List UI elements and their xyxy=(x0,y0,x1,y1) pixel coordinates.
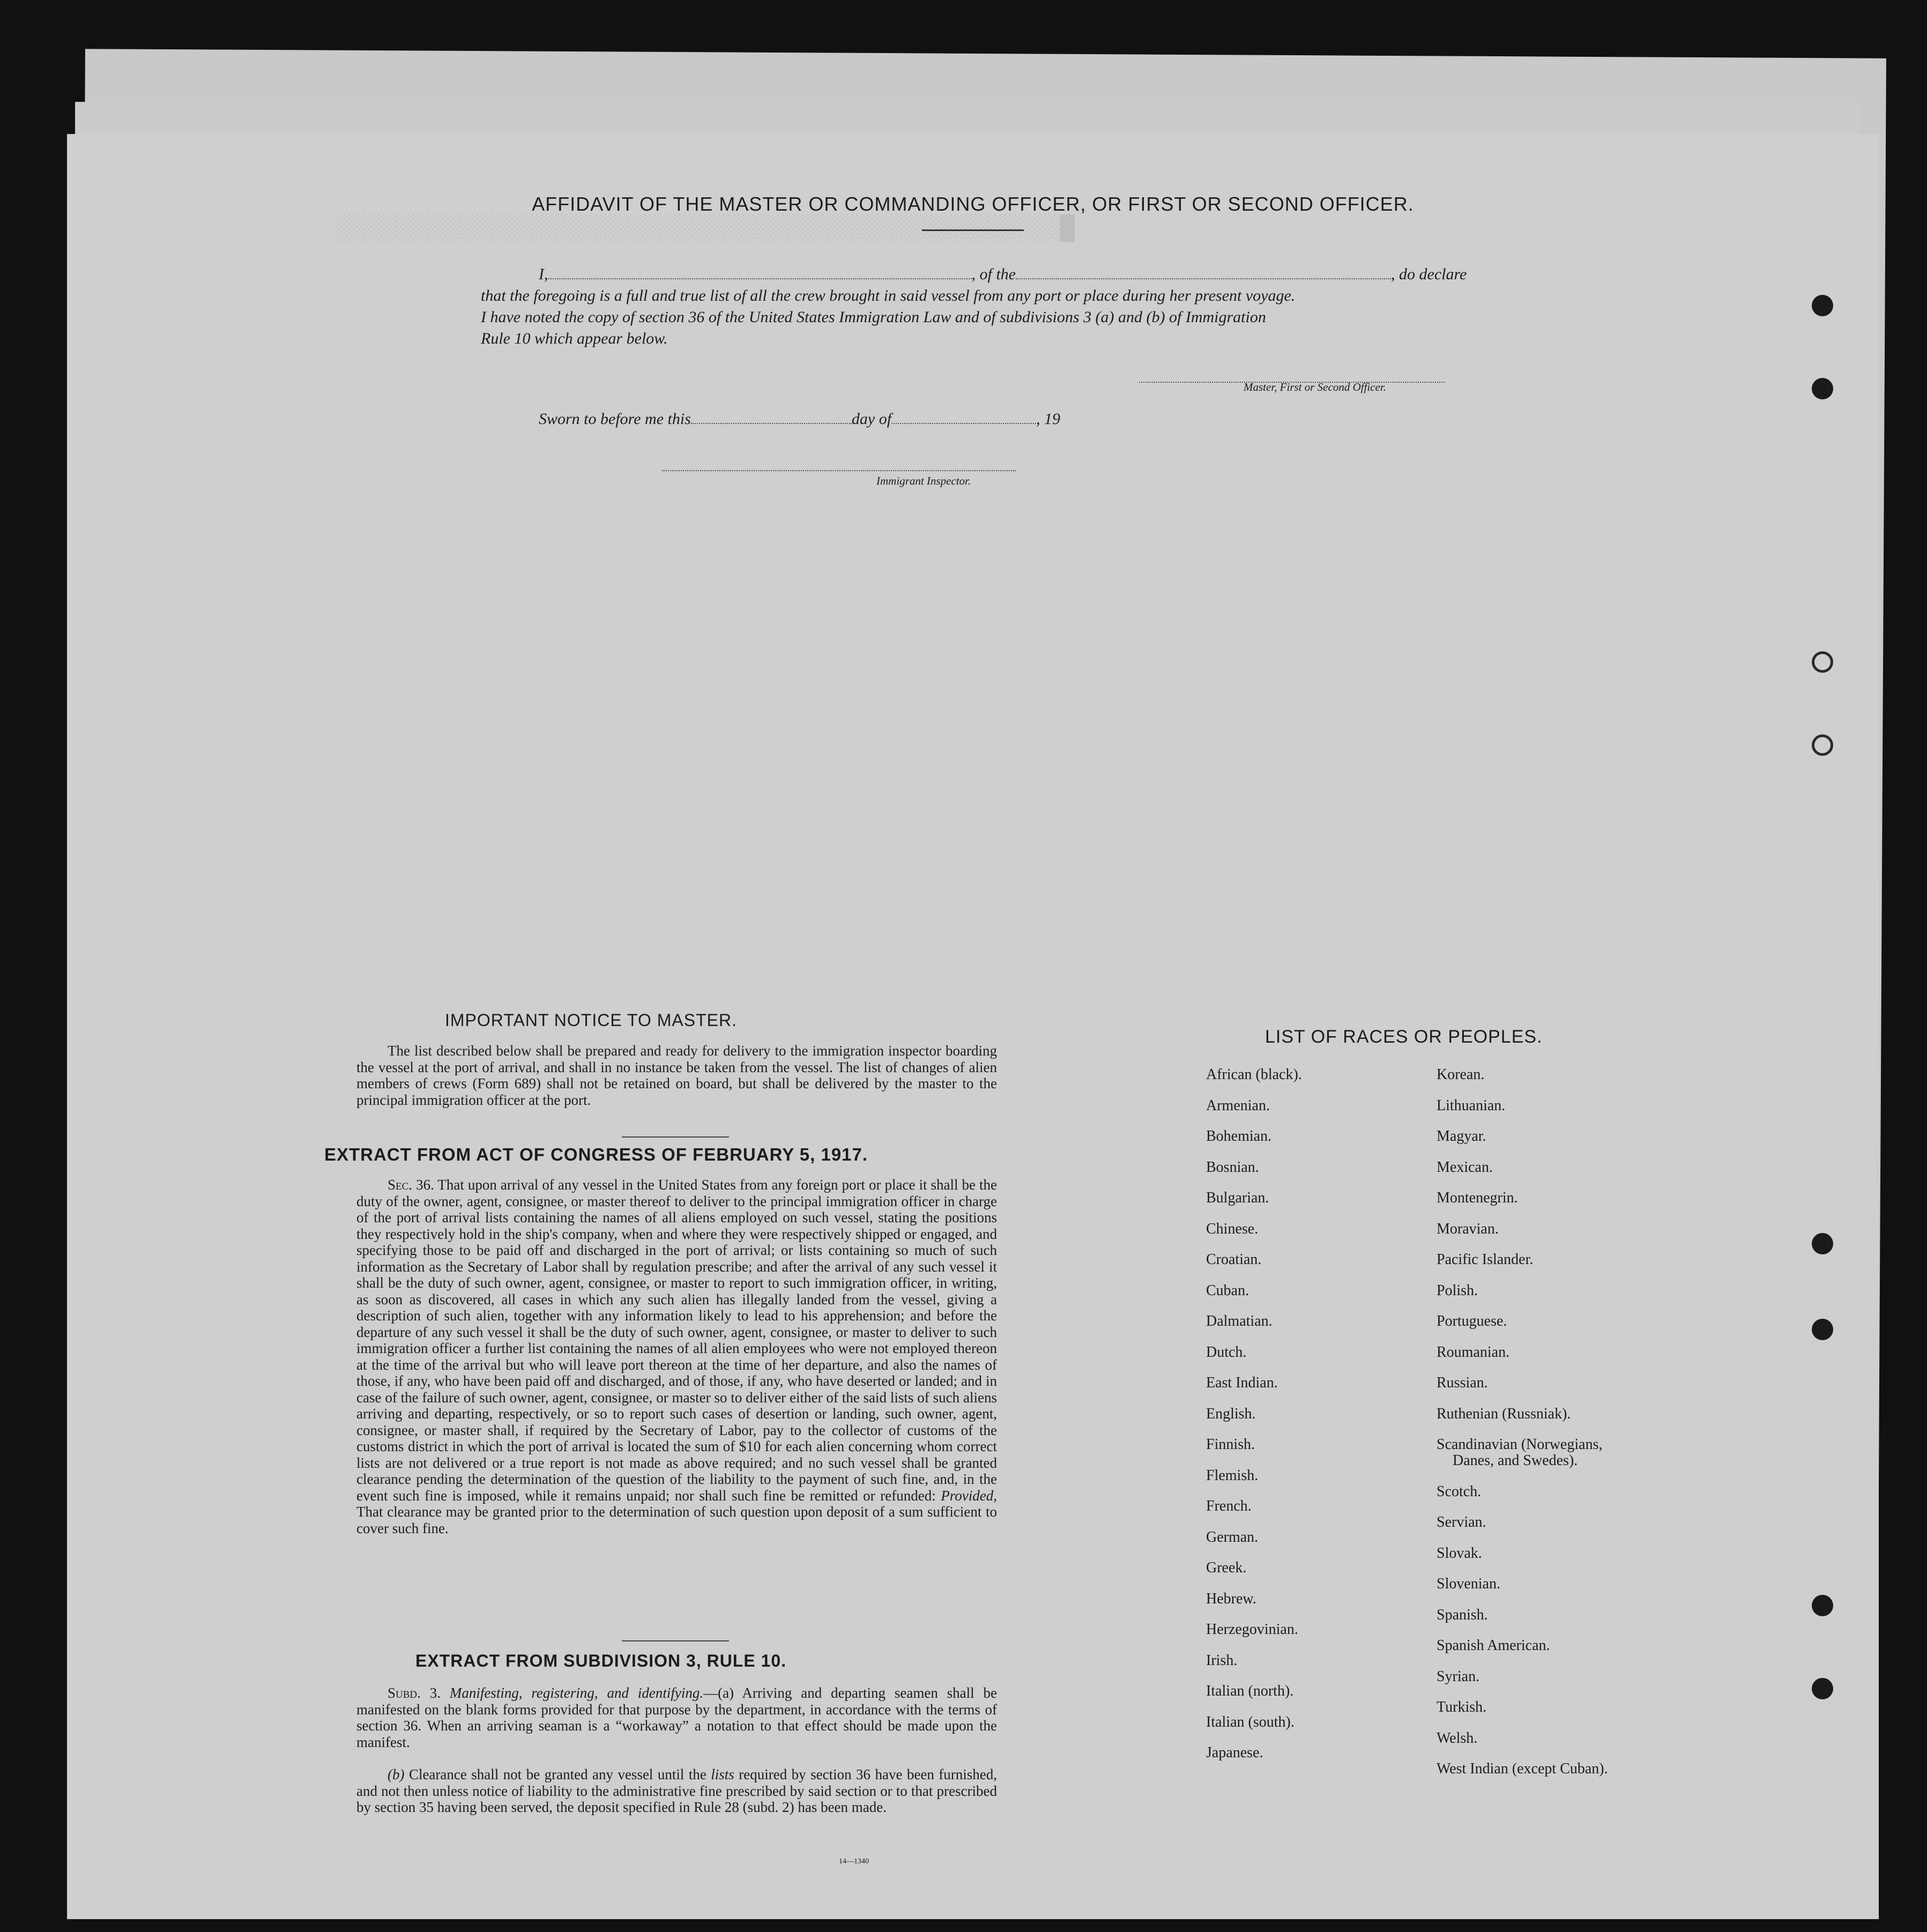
punch-hole xyxy=(1812,651,1833,673)
form-number: 14—1340 xyxy=(839,1857,869,1866)
affidavit-line-4: Rule 10 which appear below. xyxy=(481,330,668,347)
bleed-through-texture: █░░░░░░░░░░░░░░░░░░░░░░░░░░░░░░░░░░░░░░░░░░░░░░░░░ xyxy=(335,214,1075,242)
punch-hole xyxy=(1812,734,1833,756)
race-item: Slovenian. xyxy=(1437,1576,1500,1592)
race-item: Moravian. xyxy=(1437,1220,1499,1237)
race-item: Servian. xyxy=(1437,1514,1486,1530)
race-item: Pacific Islander. xyxy=(1437,1251,1534,1268)
subdivision-heading: Manifesting, registering, and identifying. xyxy=(449,1685,704,1701)
subdivision-a-body: —(a) Arriving and departing seamen shall be manifested on the blank forms provided for that purpose by the department, in accordance with the terms of section 36. When an arriving seaman is a “workaway” a notation to that effect should be made upon the manifest. xyxy=(356,1685,997,1750)
race-item: Magyar. xyxy=(1437,1128,1486,1145)
notice-text: The list described below shall be prepared and ready for delivery to the immigration inspector boarding the vessel at the port of arrival, and shall in no instance be taken from the vessel. The list of changes of alien members of crews (Form 689) shall not be retained on board, but shall be delivered by the master to the principal immigration officer at the port. xyxy=(356,1043,997,1108)
affidavit-declaration-line xyxy=(539,265,1467,284)
master-signature-caption: Master, First or Second Officer. xyxy=(1244,381,1386,393)
act-section-36-text xyxy=(356,1177,997,1536)
race-item: Japanese. xyxy=(1206,1744,1263,1761)
subdivision-b-body-start: Clearance shall not be granted any vessel until the xyxy=(408,1766,706,1782)
race-item: Mexican. xyxy=(1437,1158,1493,1176)
race-item: Irish. xyxy=(1206,1652,1238,1669)
race-item: Dutch. xyxy=(1206,1343,1247,1361)
section-rule xyxy=(622,1640,729,1641)
section-rule xyxy=(622,1136,729,1138)
race-item: Polish. xyxy=(1437,1282,1478,1299)
affidavit-title: AFFIDAVIT OF THE MASTER OR COMMANDING OFFICER, OR FIRST OR SECOND OFFICER. xyxy=(532,193,1414,215)
sworn-label: Sworn to before me this xyxy=(539,410,691,428)
race-item: Bulgarian. xyxy=(1206,1190,1269,1206)
race-item: Greek. xyxy=(1206,1559,1247,1576)
section-label: Sec. 36. xyxy=(388,1177,434,1193)
affidavit-line-2: that the foregoing is a full and true list of all the crew brought in said vessel from any port or place during her present voyage. xyxy=(481,287,1296,304)
subdivision-b-body-end: required by section 36 have been furnished, and not then unless notice of liability to the administrative fine prescribed by said section or to that prescribed by section 35 having been served, the deposit specified in Rule 28 (subd. 2) has been made. xyxy=(356,1766,998,1815)
subdivision-b-label: (b) xyxy=(388,1766,405,1782)
subdivision-label: Subd. 3. xyxy=(388,1685,441,1701)
title-rule xyxy=(922,229,1024,231)
race-item: Danes, and Swedes). xyxy=(1453,1452,1578,1469)
rule-subd-b-text xyxy=(356,1766,997,1816)
race-item: Montenegrin. xyxy=(1437,1190,1518,1206)
race-item: Russian. xyxy=(1437,1374,1488,1391)
punch-hole xyxy=(1812,1319,1833,1340)
race-item: Herzegovinian. xyxy=(1206,1621,1298,1638)
race-item: Finnish. xyxy=(1206,1436,1255,1453)
vessel-blank-field[interactable] xyxy=(1016,266,1391,279)
race-item: West Indian (except Cuban). xyxy=(1437,1760,1608,1777)
race-item: Portuguese. xyxy=(1437,1313,1507,1329)
lists-emphasis: lists xyxy=(711,1766,734,1782)
punch-hole xyxy=(1812,1233,1833,1254)
day-of-label: day of xyxy=(851,410,892,428)
sworn-month-field[interactable] xyxy=(891,411,1036,424)
rule-extract-title: EXTRACT FROM SUBDIVISION 3, RULE 10. xyxy=(415,1651,787,1670)
notice-title: IMPORTANT NOTICE TO MASTER. xyxy=(445,1010,737,1030)
section-body: That upon arrival of any vessel in the United States from any foreign port or place it shall be the duty of the owner, agent, consignee, or master thereof to deliver to the principal immigration officer in charge of the port of arrival lists containing the names of all aliens employed on such vessel, stating the positions they respectively hold in the ship's company, when and where they were respectively shipped or engaged, and specifying those to be paid off and discharged in the port of arrival; or lists containing so much of such information as the Secretary of Labor shall by regulation prescribe; and after the arrival of any such vessel it shall be the duty of such owner, agent, consignee, or master to report to such immigration officer, in writing, as soon as discovered, all cases in which any such alien has illegally landed from the vessel, giving a description of such alien, together with any information likely to lead to his apprehension; and before the departure of any such vessel it shall be the duty of such owner, agent, consignee, or master to deliver to such immigration officer a further list containing the names of all alien employees who were not employed thereon at the time of the arrival but who will leave port thereon at the time of her departure, and also the names of those, if any, who have been paid off and discharged, and of those, if any, who have deserted or landed; and in case of the failure of such owner, agent, consignee, or master so to deliver either of the said lists of such aliens arriving and departing, respectively, or so to report such cases of desertion or landing, such owner, agent, consignee, or master shall, if required by the Secretary of Labor, pay to the collector of customs of the customs district in which the port of arrival is located the sum of $10 for each alien concerning whom correct lists are not delivered or a true report is not made as above required; and no such vessel shall be granted clearance pending the determination of the question of the liability to the payment of such fine, and, in the event such fine is imposed, while it remains unpaid; nor shall such fine be remitted or refunded: xyxy=(356,1177,998,1504)
race-item: Bosnian. xyxy=(1206,1158,1259,1176)
inspector-signature-field[interactable] xyxy=(662,458,1016,471)
race-item: Hebrew. xyxy=(1206,1590,1256,1607)
race-item: Ruthenian (Russniak). xyxy=(1437,1405,1571,1422)
affidavit-declare-label: , do declare xyxy=(1391,265,1467,283)
race-item: Turkish. xyxy=(1437,1699,1487,1715)
race-item: Armenian. xyxy=(1206,1097,1270,1114)
race-item: Scandinavian (Norwegians, xyxy=(1437,1436,1603,1453)
race-item: East Indian. xyxy=(1206,1374,1278,1391)
race-item: Welsh. xyxy=(1437,1729,1478,1747)
race-item: Spanish American. xyxy=(1437,1637,1550,1654)
race-item: Roumanian. xyxy=(1437,1343,1510,1361)
punch-hole xyxy=(1812,1595,1833,1616)
race-item: German. xyxy=(1206,1528,1259,1545)
race-item: Bohemian. xyxy=(1206,1128,1272,1145)
race-item: Dalmatian. xyxy=(1206,1313,1273,1329)
affidavit-line-3: I have noted the copy of section 36 of the United States Immigration Law and of subdivisions 3 (a) and (b) of Immigration xyxy=(481,308,1266,326)
race-item: French. xyxy=(1206,1498,1252,1514)
provided-clause: Provided, xyxy=(941,1487,997,1504)
race-item: Italian (south). xyxy=(1206,1713,1294,1730)
act-extract-title: EXTRACT FROM ACT OF CONGRESS OF FEBRUARY 5, 1917. xyxy=(324,1145,868,1164)
section-body-end: That clearance may be granted prior to the determination of such question upon deposit of a sum sufficient to cover such fine. xyxy=(356,1504,997,1536)
race-item: Chinese. xyxy=(1206,1220,1259,1237)
sworn-line xyxy=(539,410,1060,428)
affidavit-i-label: I, xyxy=(539,265,548,283)
sworn-day-field[interactable] xyxy=(691,411,852,424)
name-blank-field[interactable] xyxy=(548,266,972,279)
races-column-2 xyxy=(1437,1067,1758,1792)
race-item: Italian (north). xyxy=(1206,1683,1294,1699)
punch-hole xyxy=(1812,295,1833,316)
race-item: Slovak. xyxy=(1437,1544,1482,1562)
race-item: Syrian. xyxy=(1437,1668,1480,1685)
race-item: Spanish. xyxy=(1437,1606,1488,1623)
race-item: Scotch. xyxy=(1437,1483,1482,1500)
race-item: Flemish. xyxy=(1206,1467,1259,1484)
race-item: Lithuanian. xyxy=(1437,1097,1506,1114)
race-item: Korean. xyxy=(1437,1066,1485,1083)
race-item: Croatian. xyxy=(1206,1251,1262,1268)
document-page xyxy=(67,134,1879,1919)
race-item: African (black). xyxy=(1206,1066,1302,1083)
affidavit-of-the-label: , of the xyxy=(971,265,1016,283)
inspector-signature-caption: Immigrant Inspector. xyxy=(876,474,971,487)
rule-subd-a-text xyxy=(356,1685,997,1750)
races-title: LIST OF RACES OR PEOPLES. xyxy=(1265,1027,1543,1047)
race-item: English. xyxy=(1206,1405,1256,1422)
year-label: , 19 xyxy=(1036,410,1061,428)
race-item: Cuban. xyxy=(1206,1282,1249,1299)
punch-hole xyxy=(1812,378,1833,399)
punch-hole xyxy=(1812,1678,1833,1699)
